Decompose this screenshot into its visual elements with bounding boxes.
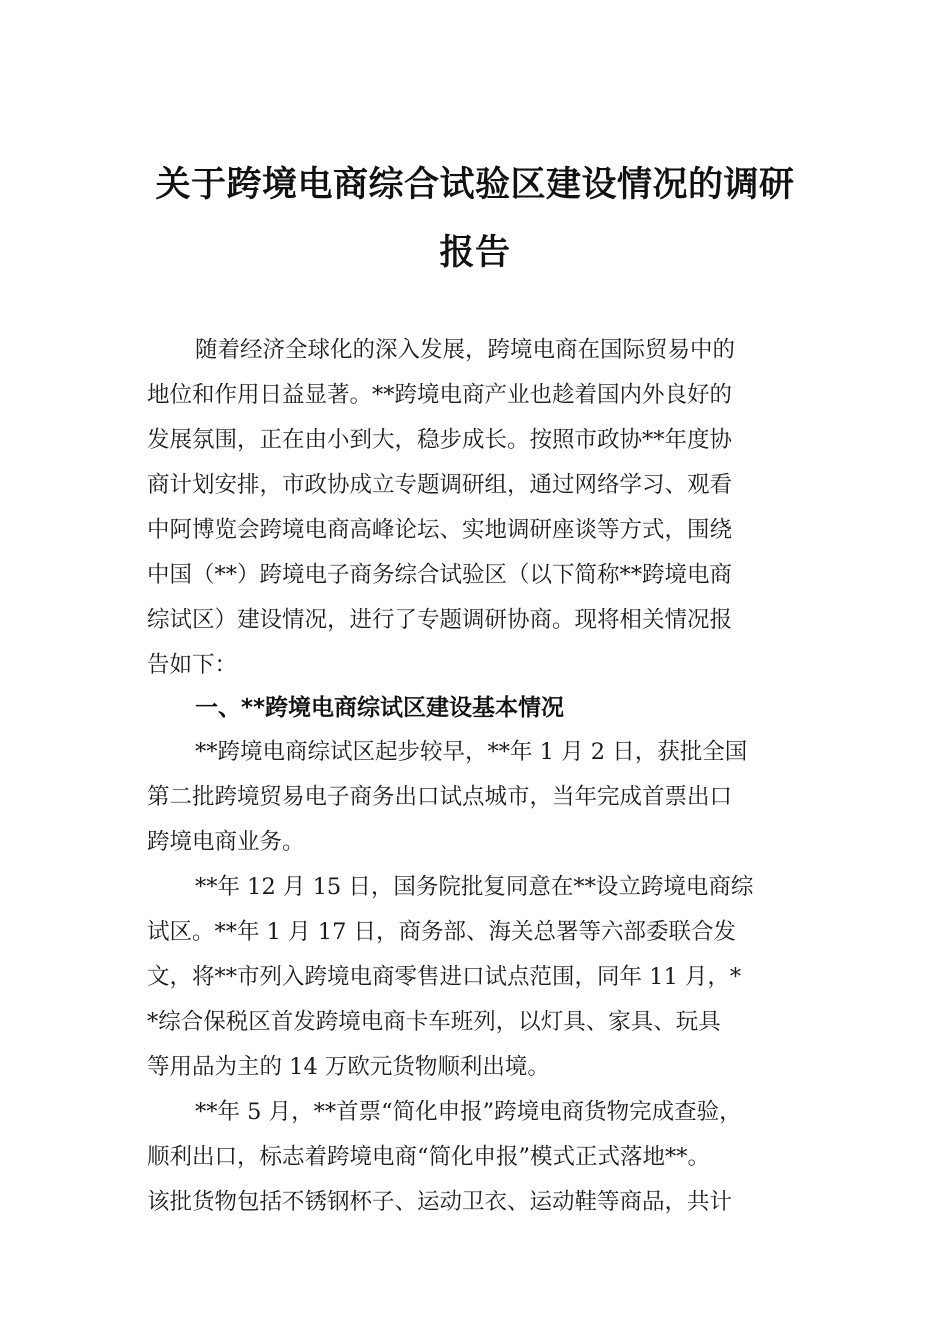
paragraph-3-line-4: *综合保税区首发跨境电商卡车班列，以灯具、家具、玩具 [147,1009,721,1035]
paragraph-1-line-4: 商计划安排，市政协成立专题调研组，通过网络学习、观看 [147,472,733,498]
paragraph-4-line-3: 该批货物包括不锈钢杯子、运动卫衣、运动鞋等商品，共计 [147,1189,733,1215]
paragraph-1-line-2: 地位和作用日益显著。**跨境电商产业也趁着国内外良好的 [147,382,733,408]
paragraph-3-line-2: 试区。**年 1 月 17 日，商务部、海关总署等六部委联合发 [147,919,737,945]
paragraph-1-line-5: 中阿博览会跨境电商高峰论坛、实地调研座谈等方式，围绕 [147,517,733,543]
paragraph-4-line-1: **年 5 月，**首票“简化申报”跨境电商货物完成查验， [195,1099,742,1125]
document-title-line-1: 关于跨境电商综合试验区建设情况的调研 [155,165,795,205]
paragraph-1-line-3: 发展氛围，正在由小到大，稳步成长。按照市政协**年度协 [147,427,733,453]
paragraph-2-line-1: **跨境电商综试区起步较早，**年 1 月 2 日，获批全国 [195,739,748,765]
paragraph-1-line-7: 综试区）建设情况，进行了专题调研协商。现将相关情况报 [147,607,733,633]
paragraph-1-line-1: 随着经济全球化的深入发展，跨境电商在国际贸易中的 [195,337,736,363]
paragraph-2-line-3: 跨境电商业务。 [147,829,305,855]
paragraph-1-line-6: 中国（**）跨境电子商务综合试验区（以下简称**跨境电商 [147,562,733,588]
paragraph-3-line-5: 等用品为主的 14 万欧元货物顺利出境。 [147,1054,550,1080]
section-1-heading: 一、**跨境电商综试区建设基本情况 [195,695,565,721]
paragraph-1-line-8: 告如下： [147,652,238,678]
paragraph-3-line-1: **年 12 月 15 日，国务院批复同意在**设立跨境电商综 [195,874,754,900]
paragraph-2-line-2: 第二批跨境贸易电子商务出口试点城市，当年完成首票出口 [147,784,733,810]
paragraph-4-line-2: 顺利出口，标志着跨境电商“简化申报”模式正式落地**。 [147,1144,711,1170]
document-title-line-2: 报告 [439,233,511,273]
paragraph-3-line-3: 文，将**市列入跨境电商零售进口试点范围，同年 11 月，* [147,964,742,990]
